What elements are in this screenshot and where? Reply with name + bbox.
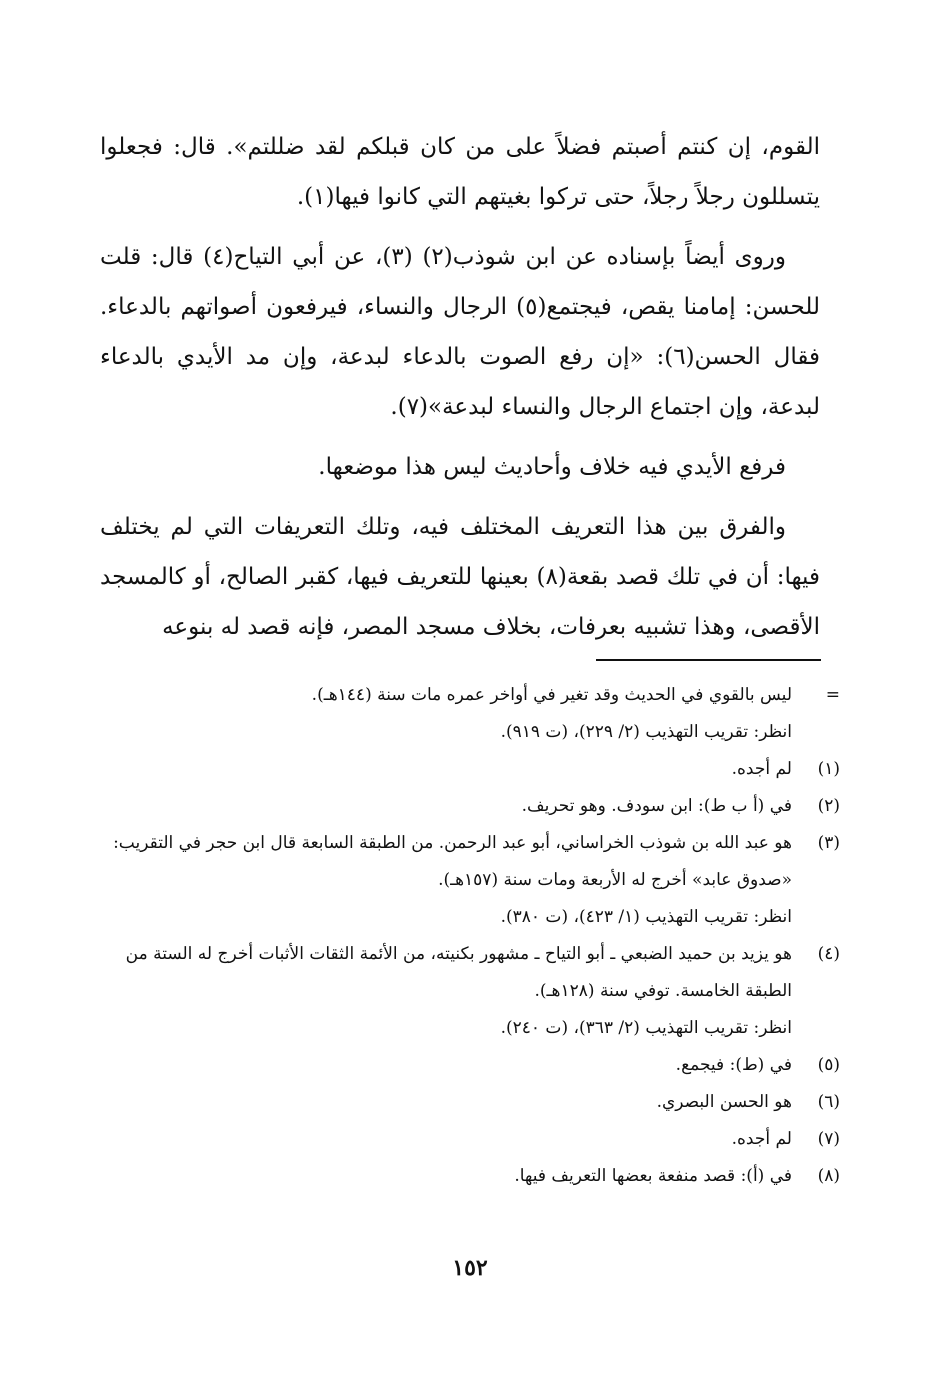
footnote-body	[100, 1047, 792, 1084]
footnote-line: انظر: تقريب التهذيب (٢/ ٢٢٩)، (ت ٩١٩).	[500, 722, 792, 742]
footnote-line: في (أ ب ط): ابن سودف. وهو تحريف.	[521, 796, 792, 816]
paragraph-2: وروى أيضاً بإسناده عن ابن شوذب(٢) (٣)، عن أبي التياح(٤) قال: قلت للحسن: إمامنا يقص، فيجتمع(٥) الرجال والنساء، فيرفعون أصواتهم بالدعاء. فقال الحسن(٦): «إن رفع الصوت بالدعاء لبدعة، وإن مد الأيدي بالدعاء لبدعة، وإن اجتماع الرجال والنساء لبدعة»(٧).	[100, 244, 820, 420]
footnote-line: انظر: تقريب التهذيب (٢/ ٣٦٣)، (ت ٢٤٠).	[500, 1018, 792, 1038]
footnote-continued	[100, 677, 840, 751]
footnote-body	[100, 1158, 792, 1195]
footnote-3	[100, 825, 840, 936]
footnote-number: (٧)	[817, 1129, 840, 1149]
footnote-8	[100, 1158, 840, 1195]
footnotes-section	[100, 677, 840, 1195]
footnote-5	[100, 1047, 840, 1084]
footnote-body	[100, 1084, 792, 1121]
footnote-line: في (ط): فيجمع.	[675, 1055, 792, 1075]
paragraph-3: فرفع الأيدي فيه خلاف وأحاديث ليس هذا موضعها.	[318, 454, 786, 480]
footnote-4	[100, 936, 840, 1047]
footnote-line: هو عبد الله بن شوذب الخراساني، أبو عبد الرحمن. من الطبقة السابعة قال ابن حجر في التقريب: «صدوق عابد» أخرج له الأربعة ومات سنة (١٥٧هـ).	[113, 833, 792, 890]
footnote-body	[100, 825, 792, 936]
footnote-number: (٨)	[817, 1166, 840, 1186]
footnote-line: ليس بالقوي في الحديث وقد تغير في أواخر عمره مات سنة (١٤٤هـ).	[311, 685, 792, 705]
footnote-number: (١)	[817, 759, 840, 779]
footnote-divider	[596, 659, 821, 661]
footnote-1	[100, 751, 840, 788]
footnote-body	[100, 788, 792, 825]
footnote-line: هو يزيد بن حميد الضبعي ـ أبو التياح ـ مشهور بكنيته، من الأئمة الثقات الأثبات أخرج له الستة من الطبقة الخامسة. توفي سنة (١٢٨هـ).	[125, 944, 792, 1001]
footnote-marker: =	[825, 685, 840, 705]
footnote-body	[100, 936, 792, 1047]
paragraph-4: والفرق بين هذا التعريف المختلف فيه، وتلك التعريفات التي لم يختلف فيها: أن في تلك قصد بقعة(٨) بعينها للتعريف فيها، كقبر الصالح، أو كالمسجد الأقصى، وهذا تشبيه بعرفات، بخلاف مسجد المصر، فإنه قصد له بنوعه	[100, 514, 820, 640]
footnote-body	[100, 677, 792, 751]
footnote-body	[100, 1121, 792, 1158]
footnote-line: لم أجده.	[731, 759, 792, 779]
footnote-7	[100, 1121, 840, 1158]
main-text-body	[100, 122, 820, 662]
page-number: ١٥٢	[452, 1255, 488, 1281]
footnote-number: (٥)	[817, 1055, 840, 1075]
footnote-number: (٤)	[817, 944, 840, 964]
paragraph-1: القوم، إن كنتم أصبتم فضلاً على من كان قبلكم لقد ضللتم». قال: فجعلوا يتسللون رجلاً رجلاً، حتى تركوا بغيتهم التي كانوا فيها(١).	[100, 134, 820, 210]
footnote-line: هو الحسن البصري.	[656, 1092, 792, 1112]
footnote-line: في (أ): قصد منفعة بعضها التعريف فيها.	[514, 1166, 792, 1186]
footnote-6	[100, 1084, 840, 1121]
footnote-number: (٦)	[817, 1092, 840, 1112]
footnote-2	[100, 788, 840, 825]
footnote-body	[100, 751, 792, 788]
footnote-number: (٣)	[817, 833, 840, 853]
footnote-number: (٢)	[817, 796, 840, 816]
footnote-line: انظر: تقريب التهذيب (١/ ٤٢٣)، (ت ٣٨٠).	[500, 907, 792, 927]
footnote-line: لم أجده.	[731, 1129, 792, 1149]
